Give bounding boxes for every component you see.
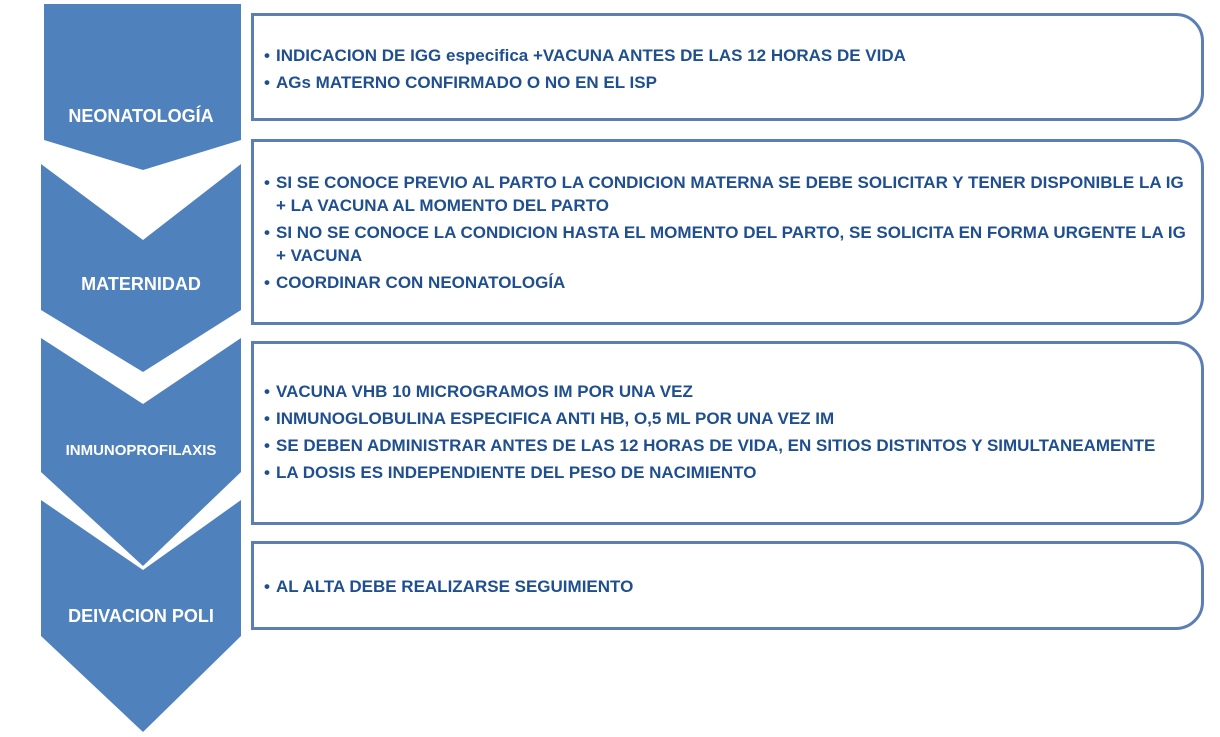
chevron-neonatologia [44,4,241,170]
bullet-item: • INMUNOGLOBULINA ESPECIFICA ANTI HB, O,5 ML POR UNA VEZ IM [266,407,1193,430]
bullet-item: • INDICACION DE IGG especifica +VACUNA ANTES DE LAS 12 HORAS DE VIDA [266,44,1193,67]
content-box-inmunoprofilaxis [251,341,1204,525]
content-box-neonatologia [251,13,1204,121]
content-box-derivacion [251,541,1204,630]
step-label-inmunoprofilaxis: INMUNOPROFILAXIS [65,442,217,459]
bullet-item: • SE DEBEN ADMINISTRAR ANTES DE LAS 12 HORAS DE VIDA, EN SITIOS DISTINTOS Y SIMULTANEAMENTE [266,434,1193,457]
chevron-maternidad [41,164,241,372]
bullet-item: • VACUNA VHB 10 MICROGRAMOS IM POR UNA VEZ [266,380,1193,403]
step-label-neonatologia: NEONATOLOGÍA [68,106,214,126]
bullet-item: • COORDINAR CON NEONATOLOGÍA [266,271,1193,294]
bullet-item: • SI NO SE CONOCE LA CONDICION HASTA EL MOMENTO DEL PARTO, SE SOLICITA EN FORMA URGENTE LA IG + VACUNA [266,221,1193,267]
step-label-maternidad: MATERNIDAD [81,274,201,294]
bullet-item: • AL ALTA DEBE REALIZARSE SEGUIMIENTO [266,575,1193,598]
content-box-maternidad [251,139,1204,325]
bullet-item: • LA DOSIS ES INDEPENDIENTE DEL PESO DE NACIMIENTO [266,461,1193,484]
step-label-derivacion: DEIVACION POLI [68,606,214,626]
bullet-item: • AGs MATERNO CONFIRMADO O NO EN EL ISP [266,71,1193,94]
bullet-item: • SI SE CONOCE PREVIO AL PARTO LA CONDICION MATERNA SE DEBE SOLICITAR Y TENER DISPONIBLE LA IG + LA VACUNA AL MOMENTO DEL PARTO [266,171,1193,217]
